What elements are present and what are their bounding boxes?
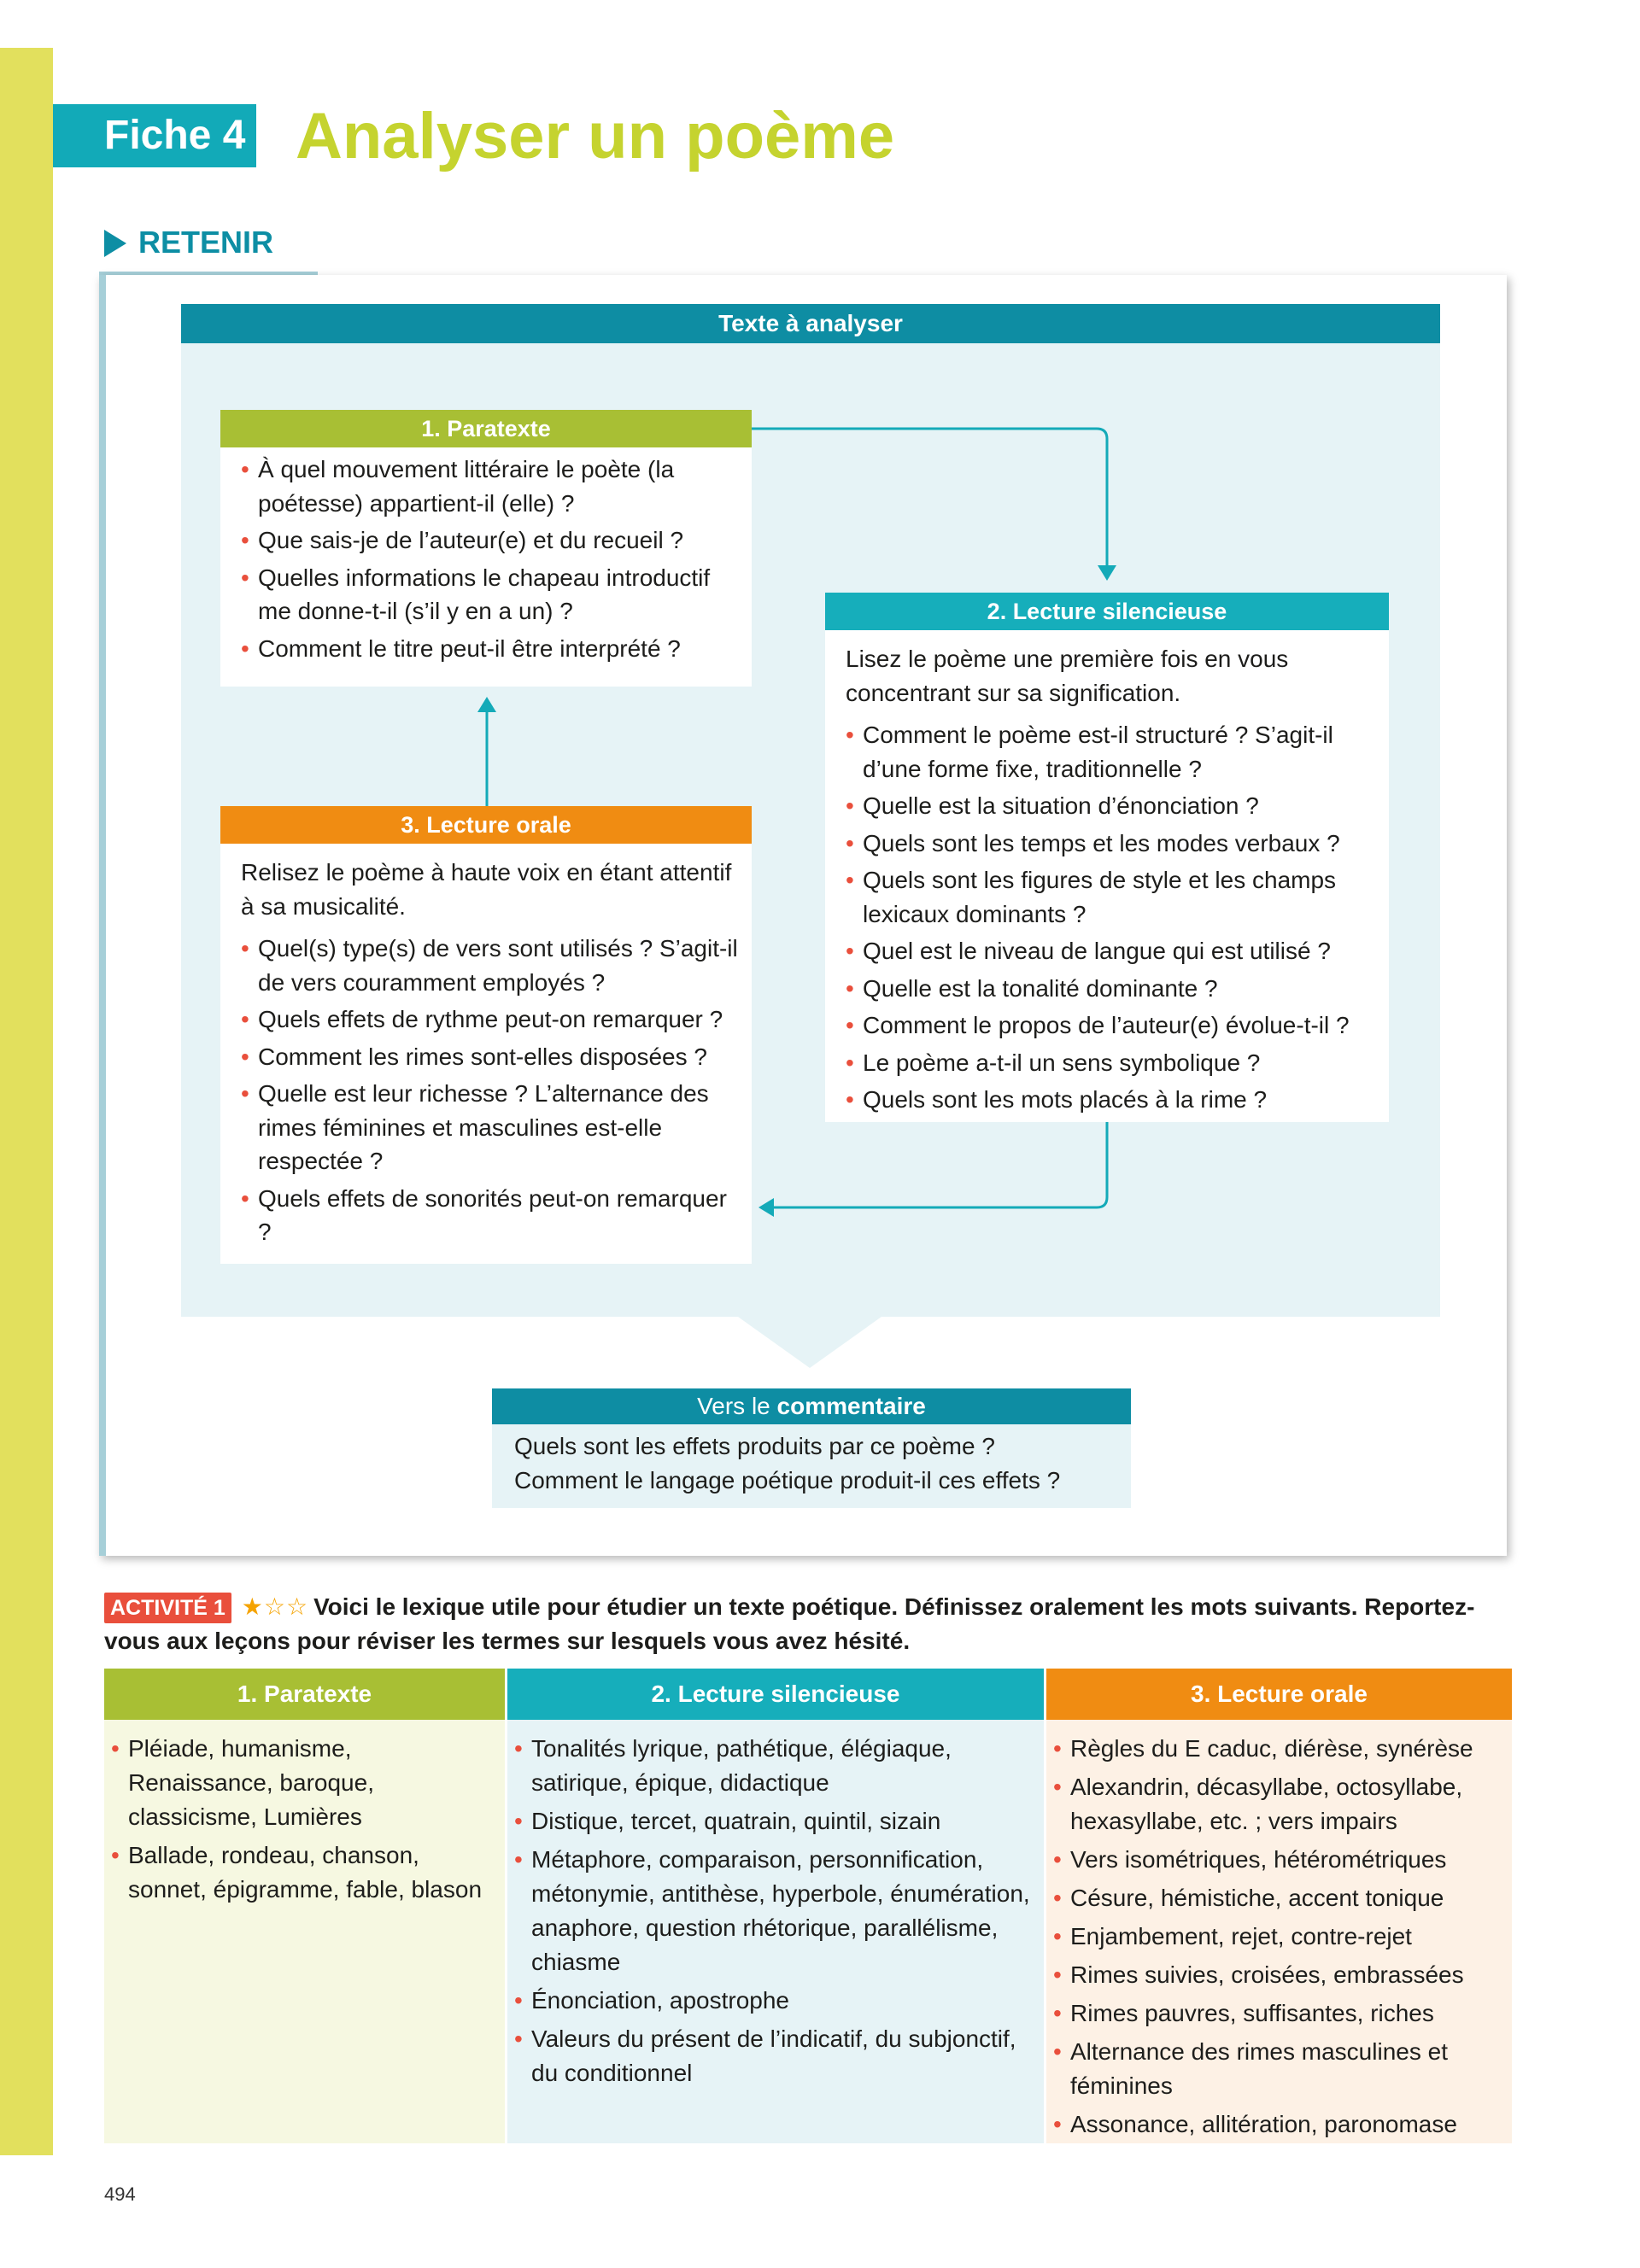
list-item: • Comment les rimes sont-elles disposées ? [241,1040,740,1074]
list-item: • À quel mouvement littéraire le poète (la poétesse) appartient-il (elle) ? [241,453,733,520]
list-item: • Quel est le niveau de langue qui est utilisé ? [846,934,1380,968]
list-item: • Pléiade, humanisme, Renaissance, baroque, classicisme, Lumières [111,1732,493,1834]
list-item: • Quels sont les mots placés à la rime ? [846,1083,1380,1117]
list-item: • Quels sont les temps et les modes verbaux ? [846,827,1380,861]
lexique-column-lecture-orale [1046,1669,1512,2143]
activity-tag: ACTIVITÉ 1 [104,1593,231,1623]
column-header: 2. Lecture silencieuse [507,1669,1044,1720]
column-header: 3. Lecture orale [1046,1669,1512,1720]
retenir-label: RETENIR [138,225,274,260]
list-item: • Alternance des rimes masculines et féminines [1053,2035,1505,2103]
list-item: • Quelle est la situation d’énonciation ? [846,789,1380,823]
list-item: • Vers isométriques, hétérométriques [1053,1843,1505,1877]
fiche-label: Fiche 4 [53,104,256,167]
list-item: • Enjambement, rejet, contre-rejet [1053,1920,1505,1954]
list-item: • Que sais-je de l’auteur(e) et du recueil ? [241,523,733,558]
arrowhead-left [758,1198,774,1217]
lexique-table [104,1669,1512,2143]
arrow-lecture-silencieuse-to-lecture-orale [772,1122,1107,1207]
list-item: • Distique, tercet, quatrain, quintil, sizain [514,1804,1032,1838]
list-item: • Comment le propos de l’auteur(e) évolue-t-il ? [846,1008,1380,1043]
list-item: • Règles du E caduc, diérèse, synérèse [1053,1732,1505,1766]
list-item: • Quels sont les figures de style et les champs lexicaux dominants ? [846,863,1380,931]
lecture-orale-intro: Relisez le poème à haute voix en étant attentif à sa musicalité. [241,859,732,920]
list-item: • Quelle est la tonalité dominante ? [846,972,1380,1006]
list-item: • Alexandrin, décasyllabe, octosyllabe, hexasyllabe, etc. ; vers impairs [1053,1770,1505,1838]
page-title: Analyser un poème [296,100,895,172]
lecture-silencieuse-title: 2. Lecture silencieuse [825,593,1389,630]
list-item: • Le poème a-t-il un sens symbolique ? [846,1046,1380,1080]
activity-text: Voici le lexique utile pour étudier un texte poétique. Définissez oralement les mots suivants. Reportez-vous aux leçons pour réviser les termes sur lesquels vous avez hésité. [104,1593,1475,1654]
list-item: • Énonciation, apostrophe [514,1984,1032,2018]
lexique-column-paratexte [104,1669,507,2143]
difficulty-stars-icon: ★☆☆ [241,1593,309,1620]
arrow-paratexte-to-lecture-silencieuse [752,429,1107,567]
list-item: • Quel(s) type(s) de vers sont utilisés ? S’agit-il de vers couramment employés ? [241,932,740,999]
column-header: 1. Paratexte [104,1669,505,1720]
list-item: • Tonalités lyrique, pathétique, élégiaque, satirique, épique, didactique [514,1732,1032,1800]
page-number: 494 [104,2183,136,2205]
list-item: • Valeurs du présent de l’indicatif, du subjonctif, du conditionnel [514,2022,1032,2090]
activity-instruction [104,1590,1514,1658]
list-item: • Rimes pauvres, suffisantes, riches [1053,1996,1505,2031]
list-item: • Rimes suivies, croisées, embrassées [1053,1958,1505,1992]
lecture-silencieuse-intro: Lisez le poème une première fois en vous concentrant sur sa signification. [846,646,1289,706]
lecture-orale-box [220,806,752,1264]
vers-commentaire-line: Quels sont les effets produits par ce poème ? [514,1433,995,1459]
list-item: • Comment le poème est-il structuré ? S’agit-il d’une forme fixe, traditionnelle ? [846,718,1380,786]
list-item: • Quelles informations le chapeau introductif me donne-t-il (s’il y en a un) ? [241,561,733,628]
vers-commentaire-prefix: Vers le [697,1393,770,1419]
lecture-silencieuse-box [825,593,1389,1122]
list-item: • Quels effets de sonorités peut-on remarquer ? [241,1182,740,1249]
lecture-orale-title: 3. Lecture orale [220,806,752,844]
paratexte-title: 1. Paratexte [220,410,752,447]
vers-commentaire-body [492,1424,1131,1508]
list-item: • Assonance, allitération, paronomase [1053,2107,1505,2142]
list-item: • Quelle est leur richesse ? L’alternance des rimes féminines et masculines est-elle respectée ? [241,1077,740,1178]
vers-commentaire-bold: commentaire [776,1393,926,1419]
list-item: • Métaphore, comparaison, personnification, métonymie, antithèse, hyperbole, énumération, anaphore, question rhétorique, parallélisme, chiasme [514,1843,1032,1979]
list-item: • Quels effets de rythme peut-on remarquer ? [241,1002,740,1037]
list-item: • Ballade, rondeau, chanson, sonnet, épigramme, fable, blason [111,1838,493,1907]
vers-commentaire-title [492,1388,1131,1424]
list-item: • Césure, hémistiche, accent tonique [1053,1881,1505,1915]
arrowhead-up [477,697,496,712]
vers-commentaire-line: Comment le langage poétique produit-il ces effets ? [514,1467,1061,1493]
arrowhead-down [1098,565,1116,581]
lexique-column-lecture-silencieuse [507,1669,1046,2143]
paratexte-box [220,410,752,687]
diagram-heading: Texte à analyser [181,304,1440,343]
list-item: • Comment le titre peut-il être interprété ? [241,632,733,666]
